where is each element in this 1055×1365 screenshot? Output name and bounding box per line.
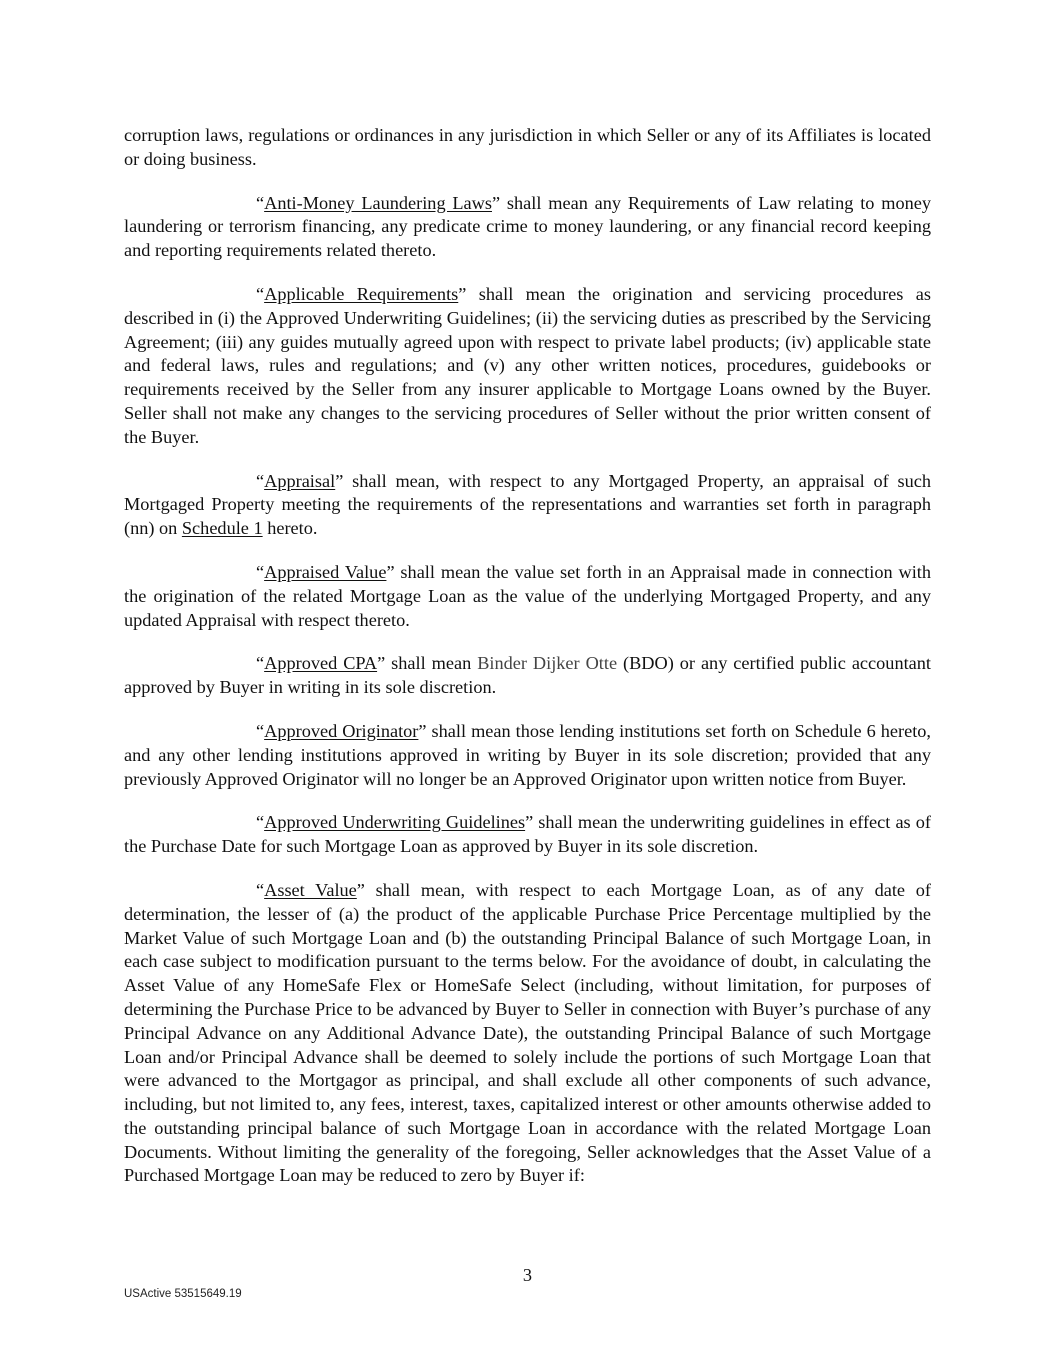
defined-term: Applicable Requirements — [264, 283, 459, 304]
defined-term: Asset Value — [264, 879, 357, 900]
definition-text: ” shall mean the underwriting guidelines in effect as of the Purchase Date for such Mortgage Loan as approved by Buyer in its sole discretion. — [124, 812, 931, 857]
definition-text: ” shall mean, with respect to any Mortgaged Property, an appraisal of such Mortgaged Property meeting the requirements of the representations and warranties set forth in paragraph (nn) on — [124, 470, 931, 539]
document-id: USActive 53515649.19 — [124, 1288, 242, 1300]
open-quote: “ — [256, 561, 265, 582]
open-quote: “ — [256, 720, 265, 741]
definition-approved-originator — [124, 720, 931, 791]
definition-approved-underwriting-guidelines — [124, 811, 931, 859]
defined-term: Approved Originator — [264, 720, 419, 741]
definition-text: ” shall mean those lending institutions set forth on Schedule 6 hereto, and any other lending institutions approved in writing by Buyer in its sole discretion; provided that any previously Approved Originator will no longer be an Approved Originator upon written notice from Buyer. — [124, 720, 931, 789]
continuation-paragraph: corruption laws, regulations or ordinances in any jurisdiction in which Seller or any of its Affiliates is located or doing business. — [124, 125, 931, 169]
definition-anti-money-laundering-laws — [124, 192, 931, 263]
definition-appraisal — [124, 470, 931, 541]
definition-text: ” shall mean the origination and servicing procedures as described in (i) the Approved Underwriting Guidelines; (ii) the servicing duties as prescribed by the Servicing Agreement; (iii) any guides mutually agreed upon with respect to private label products; (iv) applicable state and federal laws, rules and regulations; and (v) any other written notices, procedures, guidebooks or requirements received by the Seller from any insurer applicable to Mortgage Loans owned by the Buyer. Seller shall not make any changes to the servicing procedures of Seller without the prior written consent of the Buyer. — [124, 283, 931, 447]
defined-term: Appraised Value — [264, 561, 387, 582]
open-quote: “ — [256, 470, 265, 491]
definition-applicable-requirements — [124, 283, 931, 450]
open-quote: “ — [256, 192, 265, 213]
definition-asset-value — [124, 879, 931, 1188]
definition-tail: hereto. — [262, 518, 318, 539]
definition-text: ” shall mean — [377, 653, 478, 674]
definition-text: ” shall mean any Requirements of Law relating to money laundering or terrorism financing, any predicate crime to money laundering, or any financial record keeping and reporting requirements related thereto. — [124, 192, 931, 261]
page-number: 3 — [522, 1265, 533, 1285]
definition-tail: (BDO) or any certified public accountant approved by Buyer in writing in its sole discretion. — [124, 653, 931, 698]
definition-appraised-value — [124, 561, 931, 632]
open-quote: “ — [256, 879, 265, 900]
definition-text: ” shall mean the value set forth in an Appraisal made in connection with the origination of the related Mortgage Loan as the value of the underlying Mortgaged Property, and any updated Appraisal with respect thereto. — [124, 561, 931, 630]
open-quote: “ — [256, 283, 265, 304]
document-body — [124, 124, 931, 1208]
open-quote: “ — [256, 653, 265, 674]
definition-text: ” shall mean, with respect to each Mortgage Loan, as of any date of determination, the lesser of (a) the product of the applicable Purchase Price Percentage multiplied by the Market Value of such Mortgage Loan and (b) the outstanding Principal Balance of such Mortgage Loan, in each case subject to modification pursuant to the terms below. For the avoidance of doubt, in calculating the Asset Value of any HomeSafe Flex or HomeSafe Select (including, without limitation, for purposes of determining the Purchase Price to be advanced by Buyer to Seller in connection with Buyer’s purchase of any Principal Advance on any Additional Advance Date), the outstanding Principal Balance of such Mortgage Loan and/or Principal Advance shall be deemed to solely include the portions of such Mortgage Loan that were advanced to the Mortgagor as principal, and shall exclude all other components of such advance, including, but not limited to, any fees, interest, taxes, capitalized interest or other amounts otherwise added to the outstanding principal balance of such Mortgage Loan in accordance with the related Mortgage Loan Documents. Without limiting the generality of the foregoing, Seller acknowledges that the Asset Value of a Purchased Mortgage Loan may be reduced to zero by Buyer if: — [124, 879, 931, 1186]
firm-name: Binder Dijker Otte — [477, 653, 618, 674]
defined-term: Appraisal — [264, 470, 336, 491]
defined-term: Approved CPA — [264, 653, 378, 674]
definition-approved-cpa — [124, 652, 931, 700]
defined-term: Anti-Money Laundering Laws — [264, 192, 492, 213]
schedule-reference: Schedule 1 — [181, 518, 263, 539]
open-quote: “ — [256, 812, 265, 833]
defined-term: Approved Underwriting Guidelines — [264, 812, 526, 833]
